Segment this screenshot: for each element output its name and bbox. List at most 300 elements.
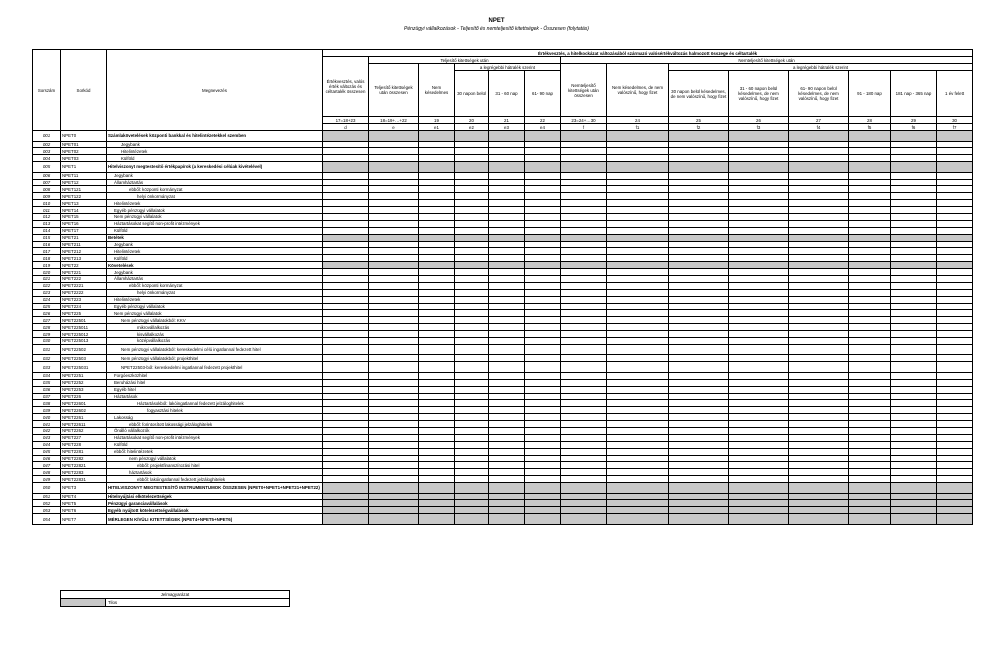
input-cell[interactable] bbox=[891, 476, 937, 483]
input-cell[interactable] bbox=[669, 186, 729, 193]
input-cell[interactable] bbox=[669, 220, 729, 227]
input-cell[interactable] bbox=[669, 248, 729, 255]
input-cell[interactable] bbox=[849, 296, 891, 303]
input-cell[interactable] bbox=[729, 462, 789, 469]
input-cell[interactable] bbox=[369, 227, 419, 234]
input-cell[interactable] bbox=[455, 421, 489, 428]
input-cell[interactable] bbox=[937, 386, 973, 393]
input-cell[interactable] bbox=[891, 421, 937, 428]
input-cell[interactable] bbox=[419, 448, 455, 455]
input-cell[interactable] bbox=[729, 386, 789, 393]
input-cell[interactable] bbox=[891, 414, 937, 421]
input-cell[interactable] bbox=[455, 200, 489, 207]
input-cell[interactable] bbox=[607, 355, 669, 362]
input-cell[interactable] bbox=[561, 220, 607, 227]
input-cell[interactable] bbox=[669, 379, 729, 386]
input-cell[interactable] bbox=[455, 310, 489, 317]
input-cell[interactable] bbox=[607, 282, 669, 289]
input-cell[interactable] bbox=[369, 344, 419, 355]
input-cell[interactable] bbox=[369, 141, 419, 148]
input-cell[interactable] bbox=[849, 193, 891, 200]
input-cell[interactable] bbox=[849, 400, 891, 407]
input-cell[interactable] bbox=[489, 338, 525, 345]
input-cell[interactable] bbox=[369, 179, 419, 186]
input-cell[interactable] bbox=[455, 155, 489, 162]
input-cell[interactable] bbox=[525, 255, 561, 262]
input-cell[interactable] bbox=[849, 441, 891, 448]
input-cell[interactable] bbox=[489, 469, 525, 476]
input-cell[interactable] bbox=[561, 441, 607, 448]
input-cell[interactable] bbox=[729, 172, 789, 179]
input-cell[interactable] bbox=[607, 324, 669, 331]
input-cell[interactable] bbox=[607, 421, 669, 428]
input-cell[interactable] bbox=[561, 310, 607, 317]
input-cell[interactable] bbox=[891, 141, 937, 148]
input-cell[interactable] bbox=[669, 282, 729, 289]
input-cell[interactable] bbox=[607, 276, 669, 283]
input-cell[interactable] bbox=[789, 276, 849, 283]
input-cell[interactable] bbox=[323, 476, 369, 483]
input-cell[interactable] bbox=[849, 148, 891, 155]
input-cell[interactable] bbox=[323, 179, 369, 186]
input-cell[interactable] bbox=[891, 355, 937, 362]
input-cell[interactable] bbox=[561, 386, 607, 393]
input-cell[interactable] bbox=[789, 248, 849, 255]
input-cell[interactable] bbox=[323, 379, 369, 386]
input-cell[interactable] bbox=[561, 338, 607, 345]
input-cell[interactable] bbox=[891, 179, 937, 186]
input-cell[interactable] bbox=[849, 344, 891, 355]
input-cell[interactable] bbox=[669, 393, 729, 400]
input-cell[interactable] bbox=[525, 379, 561, 386]
input-cell[interactable] bbox=[489, 386, 525, 393]
input-cell[interactable] bbox=[729, 421, 789, 428]
input-cell[interactable] bbox=[891, 441, 937, 448]
input-cell[interactable] bbox=[789, 448, 849, 455]
input-cell[interactable] bbox=[669, 227, 729, 234]
input-cell[interactable] bbox=[937, 393, 973, 400]
input-cell[interactable] bbox=[789, 362, 849, 373]
input-cell[interactable] bbox=[789, 296, 849, 303]
input-cell[interactable] bbox=[937, 362, 973, 373]
input-cell[interactable] bbox=[455, 476, 489, 483]
input-cell[interactable] bbox=[525, 434, 561, 441]
input-cell[interactable] bbox=[455, 393, 489, 400]
input-cell[interactable] bbox=[455, 269, 489, 276]
input-cell[interactable] bbox=[561, 241, 607, 248]
input-cell[interactable] bbox=[525, 141, 561, 148]
input-cell[interactable] bbox=[525, 400, 561, 407]
input-cell[interactable] bbox=[489, 344, 525, 355]
input-cell[interactable] bbox=[525, 220, 561, 227]
input-cell[interactable] bbox=[419, 469, 455, 476]
input-cell[interactable] bbox=[937, 324, 973, 331]
input-cell[interactable] bbox=[891, 462, 937, 469]
input-cell[interactable] bbox=[607, 338, 669, 345]
input-cell[interactable] bbox=[849, 155, 891, 162]
input-cell[interactable] bbox=[561, 148, 607, 155]
input-cell[interactable] bbox=[891, 207, 937, 214]
input-cell[interactable] bbox=[729, 269, 789, 276]
input-cell[interactable] bbox=[729, 296, 789, 303]
input-cell[interactable] bbox=[669, 362, 729, 373]
input-cell[interactable] bbox=[891, 393, 937, 400]
input-cell[interactable] bbox=[489, 355, 525, 362]
input-cell[interactable] bbox=[937, 379, 973, 386]
input-cell[interactable] bbox=[323, 324, 369, 331]
input-cell[interactable] bbox=[669, 331, 729, 338]
input-cell[interactable] bbox=[419, 248, 455, 255]
input-cell[interactable] bbox=[419, 255, 455, 262]
input-cell[interactable] bbox=[419, 200, 455, 207]
input-cell[interactable] bbox=[669, 269, 729, 276]
input-cell[interactable] bbox=[323, 355, 369, 362]
input-cell[interactable] bbox=[369, 400, 419, 407]
input-cell[interactable] bbox=[369, 386, 419, 393]
input-cell[interactable] bbox=[607, 141, 669, 148]
input-cell[interactable] bbox=[419, 310, 455, 317]
input-cell[interactable] bbox=[789, 186, 849, 193]
input-cell[interactable] bbox=[419, 172, 455, 179]
input-cell[interactable] bbox=[789, 331, 849, 338]
input-cell[interactable] bbox=[607, 148, 669, 155]
input-cell[interactable] bbox=[849, 276, 891, 283]
input-cell[interactable] bbox=[789, 289, 849, 296]
input-cell[interactable] bbox=[561, 282, 607, 289]
input-cell[interactable] bbox=[419, 407, 455, 414]
input-cell[interactable] bbox=[729, 241, 789, 248]
input-cell[interactable] bbox=[369, 220, 419, 227]
input-cell[interactable] bbox=[489, 220, 525, 227]
input-cell[interactable] bbox=[489, 324, 525, 331]
input-cell[interactable] bbox=[455, 462, 489, 469]
input-cell[interactable] bbox=[891, 448, 937, 455]
input-cell[interactable] bbox=[489, 255, 525, 262]
input-cell[interactable] bbox=[489, 248, 525, 255]
input-cell[interactable] bbox=[789, 441, 849, 448]
input-cell[interactable] bbox=[937, 372, 973, 379]
input-cell[interactable] bbox=[669, 255, 729, 262]
input-cell[interactable] bbox=[489, 317, 525, 324]
input-cell[interactable] bbox=[561, 186, 607, 193]
input-cell[interactable] bbox=[489, 400, 525, 407]
input-cell[interactable] bbox=[455, 282, 489, 289]
input-cell[interactable] bbox=[789, 200, 849, 207]
input-cell[interactable] bbox=[369, 310, 419, 317]
input-cell[interactable] bbox=[323, 441, 369, 448]
input-cell[interactable] bbox=[729, 289, 789, 296]
input-cell[interactable] bbox=[937, 303, 973, 310]
input-cell[interactable] bbox=[455, 441, 489, 448]
input-cell[interactable] bbox=[607, 386, 669, 393]
input-cell[interactable] bbox=[891, 155, 937, 162]
input-cell[interactable] bbox=[891, 227, 937, 234]
input-cell[interactable] bbox=[323, 220, 369, 227]
input-cell[interactable] bbox=[789, 282, 849, 289]
input-cell[interactable] bbox=[729, 282, 789, 289]
input-cell[interactable] bbox=[607, 455, 669, 462]
input-cell[interactable] bbox=[729, 155, 789, 162]
input-cell[interactable] bbox=[419, 296, 455, 303]
input-cell[interactable] bbox=[729, 141, 789, 148]
input-cell[interactable] bbox=[789, 193, 849, 200]
input-cell[interactable] bbox=[525, 289, 561, 296]
input-cell[interactable] bbox=[729, 476, 789, 483]
input-cell[interactable] bbox=[561, 462, 607, 469]
input-cell[interactable] bbox=[489, 476, 525, 483]
input-cell[interactable] bbox=[669, 310, 729, 317]
input-cell[interactable] bbox=[789, 148, 849, 155]
input-cell[interactable] bbox=[419, 400, 455, 407]
input-cell[interactable] bbox=[489, 379, 525, 386]
input-cell[interactable] bbox=[729, 207, 789, 214]
input-cell[interactable] bbox=[525, 248, 561, 255]
input-cell[interactable] bbox=[561, 214, 607, 221]
input-cell[interactable] bbox=[419, 362, 455, 373]
input-cell[interactable] bbox=[369, 407, 419, 414]
input-cell[interactable] bbox=[561, 200, 607, 207]
input-cell[interactable] bbox=[937, 186, 973, 193]
input-cell[interactable] bbox=[489, 414, 525, 421]
input-cell[interactable] bbox=[607, 214, 669, 221]
input-cell[interactable] bbox=[561, 324, 607, 331]
input-cell[interactable] bbox=[789, 179, 849, 186]
input-cell[interactable] bbox=[489, 448, 525, 455]
input-cell[interactable] bbox=[729, 441, 789, 448]
input-cell[interactable] bbox=[489, 310, 525, 317]
input-cell[interactable] bbox=[525, 441, 561, 448]
input-cell[interactable] bbox=[369, 338, 419, 345]
input-cell[interactable] bbox=[789, 303, 849, 310]
input-cell[interactable] bbox=[607, 172, 669, 179]
input-cell[interactable] bbox=[891, 276, 937, 283]
input-cell[interactable] bbox=[419, 241, 455, 248]
input-cell[interactable] bbox=[419, 344, 455, 355]
input-cell[interactable] bbox=[607, 362, 669, 373]
input-cell[interactable] bbox=[729, 338, 789, 345]
input-cell[interactable] bbox=[849, 317, 891, 324]
input-cell[interactable] bbox=[849, 186, 891, 193]
input-cell[interactable] bbox=[729, 344, 789, 355]
input-cell[interactable] bbox=[323, 362, 369, 373]
input-cell[interactable] bbox=[849, 141, 891, 148]
input-cell[interactable] bbox=[369, 469, 419, 476]
input-cell[interactable] bbox=[669, 303, 729, 310]
input-cell[interactable] bbox=[369, 434, 419, 441]
input-cell[interactable] bbox=[369, 455, 419, 462]
input-cell[interactable] bbox=[937, 207, 973, 214]
input-cell[interactable] bbox=[789, 344, 849, 355]
input-cell[interactable] bbox=[891, 148, 937, 155]
input-cell[interactable] bbox=[455, 248, 489, 255]
input-cell[interactable] bbox=[849, 269, 891, 276]
input-cell[interactable] bbox=[607, 462, 669, 469]
input-cell[interactable] bbox=[455, 255, 489, 262]
input-cell[interactable] bbox=[323, 331, 369, 338]
input-cell[interactable] bbox=[937, 462, 973, 469]
input-cell[interactable] bbox=[891, 455, 937, 462]
input-cell[interactable] bbox=[937, 421, 973, 428]
input-cell[interactable] bbox=[455, 241, 489, 248]
input-cell[interactable] bbox=[323, 414, 369, 421]
input-cell[interactable] bbox=[789, 317, 849, 324]
input-cell[interactable] bbox=[607, 289, 669, 296]
input-cell[interactable] bbox=[937, 282, 973, 289]
input-cell[interactable] bbox=[849, 338, 891, 345]
input-cell[interactable] bbox=[489, 227, 525, 234]
input-cell[interactable] bbox=[937, 476, 973, 483]
input-cell[interactable] bbox=[607, 310, 669, 317]
input-cell[interactable] bbox=[607, 448, 669, 455]
input-cell[interactable] bbox=[789, 427, 849, 434]
input-cell[interactable] bbox=[419, 214, 455, 221]
input-cell[interactable] bbox=[561, 289, 607, 296]
input-cell[interactable] bbox=[419, 393, 455, 400]
input-cell[interactable] bbox=[669, 441, 729, 448]
input-cell[interactable] bbox=[323, 407, 369, 414]
input-cell[interactable] bbox=[849, 200, 891, 207]
input-cell[interactable] bbox=[489, 148, 525, 155]
input-cell[interactable] bbox=[561, 141, 607, 148]
input-cell[interactable] bbox=[607, 296, 669, 303]
input-cell[interactable] bbox=[849, 355, 891, 362]
input-cell[interactable] bbox=[937, 269, 973, 276]
input-cell[interactable] bbox=[455, 141, 489, 148]
input-cell[interactable] bbox=[419, 355, 455, 362]
input-cell[interactable] bbox=[891, 186, 937, 193]
input-cell[interactable] bbox=[369, 214, 419, 221]
input-cell[interactable] bbox=[369, 355, 419, 362]
input-cell[interactable] bbox=[489, 362, 525, 373]
input-cell[interactable] bbox=[419, 186, 455, 193]
input-cell[interactable] bbox=[323, 393, 369, 400]
input-cell[interactable] bbox=[891, 310, 937, 317]
input-cell[interactable] bbox=[607, 186, 669, 193]
input-cell[interactable] bbox=[789, 214, 849, 221]
input-cell[interactable] bbox=[789, 469, 849, 476]
input-cell[interactable] bbox=[729, 248, 789, 255]
input-cell[interactable] bbox=[323, 141, 369, 148]
input-cell[interactable] bbox=[669, 386, 729, 393]
input-cell[interactable] bbox=[849, 434, 891, 441]
input-cell[interactable] bbox=[849, 255, 891, 262]
input-cell[interactable] bbox=[323, 248, 369, 255]
input-cell[interactable] bbox=[891, 400, 937, 407]
input-cell[interactable] bbox=[525, 427, 561, 434]
input-cell[interactable] bbox=[561, 355, 607, 362]
input-cell[interactable] bbox=[937, 227, 973, 234]
input-cell[interactable] bbox=[369, 441, 419, 448]
input-cell[interactable] bbox=[669, 338, 729, 345]
input-cell[interactable] bbox=[669, 462, 729, 469]
input-cell[interactable] bbox=[669, 324, 729, 331]
input-cell[interactable] bbox=[489, 455, 525, 462]
input-cell[interactable] bbox=[607, 476, 669, 483]
input-cell[interactable] bbox=[489, 241, 525, 248]
input-cell[interactable] bbox=[937, 193, 973, 200]
input-cell[interactable] bbox=[489, 193, 525, 200]
input-cell[interactable] bbox=[561, 179, 607, 186]
input-cell[interactable] bbox=[937, 255, 973, 262]
input-cell[interactable] bbox=[525, 241, 561, 248]
input-cell[interactable] bbox=[789, 338, 849, 345]
input-cell[interactable] bbox=[419, 303, 455, 310]
input-cell[interactable] bbox=[323, 448, 369, 455]
input-cell[interactable] bbox=[789, 255, 849, 262]
input-cell[interactable] bbox=[729, 372, 789, 379]
input-cell[interactable] bbox=[489, 296, 525, 303]
input-cell[interactable] bbox=[937, 296, 973, 303]
input-cell[interactable] bbox=[561, 379, 607, 386]
input-cell[interactable] bbox=[323, 462, 369, 469]
input-cell[interactable] bbox=[369, 362, 419, 373]
input-cell[interactable] bbox=[669, 476, 729, 483]
input-cell[interactable] bbox=[489, 441, 525, 448]
input-cell[interactable] bbox=[937, 448, 973, 455]
input-cell[interactable] bbox=[561, 248, 607, 255]
input-cell[interactable] bbox=[369, 155, 419, 162]
input-cell[interactable] bbox=[525, 200, 561, 207]
input-cell[interactable] bbox=[729, 220, 789, 227]
input-cell[interactable] bbox=[849, 289, 891, 296]
input-cell[interactable] bbox=[669, 207, 729, 214]
input-cell[interactable] bbox=[607, 469, 669, 476]
input-cell[interactable] bbox=[729, 331, 789, 338]
input-cell[interactable] bbox=[489, 331, 525, 338]
input-cell[interactable] bbox=[607, 220, 669, 227]
input-cell[interactable] bbox=[323, 372, 369, 379]
input-cell[interactable] bbox=[891, 289, 937, 296]
input-cell[interactable] bbox=[525, 476, 561, 483]
input-cell[interactable] bbox=[489, 372, 525, 379]
input-cell[interactable] bbox=[419, 372, 455, 379]
input-cell[interactable] bbox=[849, 476, 891, 483]
input-cell[interactable] bbox=[789, 241, 849, 248]
input-cell[interactable] bbox=[729, 303, 789, 310]
input-cell[interactable] bbox=[937, 214, 973, 221]
input-cell[interactable] bbox=[891, 362, 937, 373]
input-cell[interactable] bbox=[525, 310, 561, 317]
input-cell[interactable] bbox=[891, 214, 937, 221]
input-cell[interactable] bbox=[891, 317, 937, 324]
input-cell[interactable] bbox=[323, 193, 369, 200]
input-cell[interactable] bbox=[729, 455, 789, 462]
input-cell[interactable] bbox=[561, 455, 607, 462]
input-cell[interactable] bbox=[455, 331, 489, 338]
input-cell[interactable] bbox=[455, 344, 489, 355]
input-cell[interactable] bbox=[937, 289, 973, 296]
input-cell[interactable] bbox=[455, 186, 489, 193]
input-cell[interactable] bbox=[937, 241, 973, 248]
input-cell[interactable] bbox=[455, 414, 489, 421]
input-cell[interactable] bbox=[525, 393, 561, 400]
input-cell[interactable] bbox=[369, 193, 419, 200]
input-cell[interactable] bbox=[561, 172, 607, 179]
input-cell[interactable] bbox=[891, 407, 937, 414]
input-cell[interactable] bbox=[789, 414, 849, 421]
input-cell[interactable] bbox=[937, 400, 973, 407]
input-cell[interactable] bbox=[323, 255, 369, 262]
input-cell[interactable] bbox=[669, 455, 729, 462]
input-cell[interactable] bbox=[323, 148, 369, 155]
input-cell[interactable] bbox=[849, 427, 891, 434]
input-cell[interactable] bbox=[489, 303, 525, 310]
input-cell[interactable] bbox=[937, 344, 973, 355]
input-cell[interactable] bbox=[729, 193, 789, 200]
input-cell[interactable] bbox=[937, 338, 973, 345]
input-cell[interactable] bbox=[489, 214, 525, 221]
input-cell[interactable] bbox=[525, 331, 561, 338]
